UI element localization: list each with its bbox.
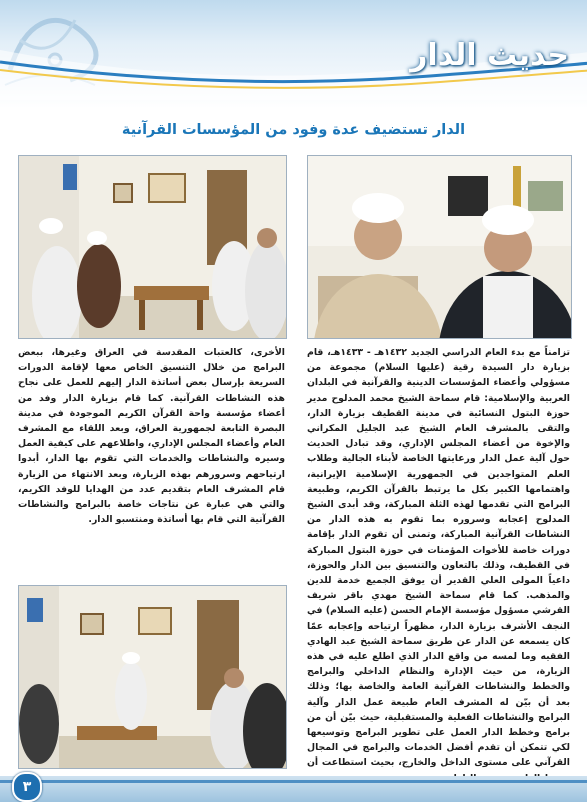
footer-stripe xyxy=(0,780,587,783)
photo-meeting-right xyxy=(307,155,572,339)
photo-basra-delegation xyxy=(18,585,287,769)
photo-delegation-left xyxy=(18,155,287,339)
article-left-text: الأخرى، كالعتبات المقدسة في العراق وغيرها، ببعض البرامج من خلال التنسيق الخاص معها لإقامة الدورات السريعة بإرسال بعض أساتذة الدار إليهم للعمل على نجاح هذه النشاطات القرآنية. كما قام بزيارة الدار وفد من أعضاء مؤسسة واحة القرآن الكريم الموجودة في مدينة البصرة التابعة لجمهورية العراق، وبعد اللقاء مع المشرف العام وأعضاء المجلس الإداري، واطلاعهم على كيفية العمل وسيره والنشاطات والخدمات التي تقوم بها الدار، أبدوا ارتياحهم وسرورهم بهذه الزيارة، وبعد الانتهاء من الزيارة قام المشرف العام بتقديم عدد من الهدايا للوفد الكريم، والتي هي عبارة عن نتاجات خاصة بالبرامج والنشاطات القرآنية التي قام بها أساتذة ومنتسبو الدار. xyxy=(18,347,285,526)
article-right-text: تزامناً مع بدء العام الدراسي الجديد ١٤٣٢هـ - ١٤٣٣هـ، قام بزيارة دار السيدة رقية (عليها السلام) مجموعة من مسؤولي وأعضاء المؤسسات الدينية والقرآنية في البلدان العربية والإسلامية: قام سماحة الشيخ محمد المدلوح مدير حوزة البتول النسائية في مدينة القطيف بزيارة الدار، والتقى بالمشرف العام الشيخ عبد الجليل المكراني والإخوة من أعضاء المجلس الإداري، وقد تبادل الحديث حول آلية عمل الدار ورعايتها الخاصة لأبناء الجالية وطلاب العلم المتواجدين في الجمهورية الإسلامية الإيرانية، واهتمامها الكبير بكل ما يرتبط بالقرآن الكريم، وطبيعة البرامج التي تقدمها لهذه الثلة المباركة، وقد أبدى الشيخ المدلوح إعجابه وسروره بما تقوم به هذه الدار من النشاطات القرآنية المباركة، وتمنى أن تقوم الدار بإقامة دورات خاصة للأخوات المؤمنات في حوزة البتول المباركة في القطيف، وذلك بالتعاون والتنسيق بين الدار والحوزة، داعياً المولى العلي القدير أن يوفق الجميع خدمة للدين والمذهب. كما قام سماحة الشيخ مهدي باقر شريف القرشي مسؤول مؤسسة الإمام الحسن (عليه السلام) في النجف الأشرف بزيارة الدار، مظهراً ارتياحه وإعجابه عمّا كان يسمعه عن الدار عن طريق سماحة الشيخ عبد الهادي الفقيه وما لمسه من واقع الدار الذي اطلع عليه في هذه الزيارة، من حيث الإدارة والنظام الداخلي والبرامج والخطط والنشاطات القرآنية العامة والخاصة بها؛ وذلك بعد أن بيّن له المشرف العام طبيعة عمل الدار وآلية البرامج والنشاطات الفعلية والمستقبلية، حيث بيّن أن من برامج وخطط الدار العمل على تطوير البرامج وتوسيعها لكي تتمكن أن تقدم أفضل الخدمات والبرامج في المجال القرآني على مستوى الداخل والخارج، بحيث استطاعت أن xyxy=(307,347,570,769)
article-left-column xyxy=(18,345,285,581)
article-right-column xyxy=(307,345,570,773)
article-title: الدار تستضيف عدة وفود من المؤسسات القرآنية xyxy=(121,122,466,138)
page-number: ٣ xyxy=(12,772,42,802)
page-footer xyxy=(0,776,587,802)
section-title: حديث الدار xyxy=(410,38,569,73)
page-header xyxy=(0,0,587,108)
